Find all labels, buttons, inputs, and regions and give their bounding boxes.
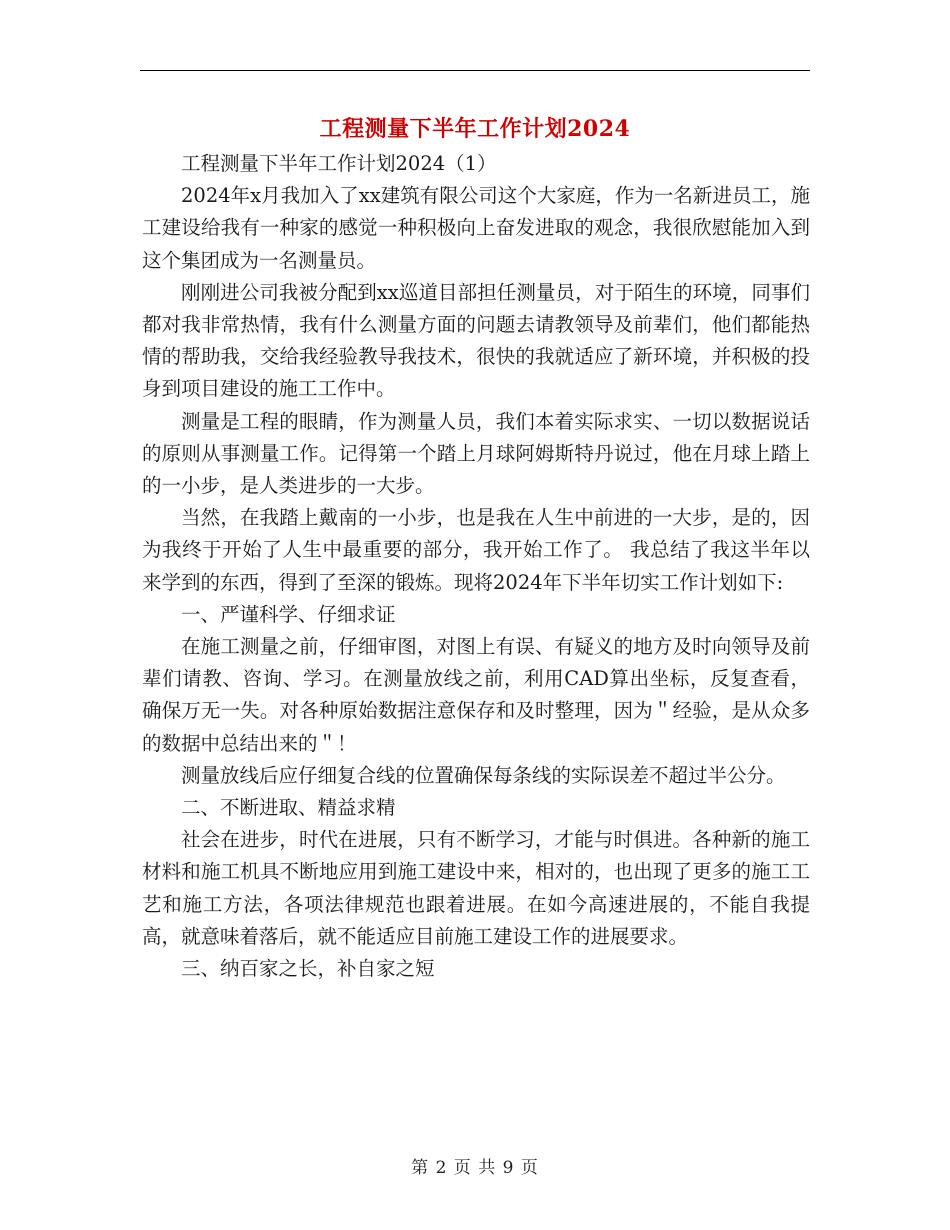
paragraph-subtitle: 工程测量下半年工作计划2024（1） xyxy=(181,152,497,175)
document-title: 工程测量下半年工作计划2024 xyxy=(319,116,631,142)
paragraph: 刚刚进公司我被分配到xx巡道目部担任测量员，对于陌生的环境，同事们都对我非常热情，我有什么测量方面的问题去请教领导及前辈们，他们都能热情的帮助我，交给我经验教导我技术，很快的我就适应了新环境，并积极的投身到项目建设的施工工作中。 xyxy=(142,280,810,401)
paragraph: 在施工测量之前，仔细审图，对图上有误、有疑义的地方及时向领导及前辈们请教、咨询、学习。在测量放线之前，利用CAD算出坐标，反复查看，确保万无一失。对各种原始数据注意保存和及时整理，因为＂经验，是从众多的数据中总结出来的＂！ xyxy=(142,635,810,755)
section-heading: 一、严谨科学、仔细求证 xyxy=(181,602,396,626)
page-footer: 第 2 页 共 9 页 xyxy=(411,1158,539,1178)
paragraph: 社会在进步，时代在进展，只有不断学习，才能与时俱进。各种新的施工材料和施工机具不断地应用到施工建设中来，相对的，也出现了更多的施工工艺和施工方法，各项法律规范也跟着进展。在如今高速进展的，不能自我提高，就意味着落后，就不能适应目前施工建设工作的进展要求。 xyxy=(142,828,810,948)
paragraph: 当然，在我踏上戴南的一小步，也是我在人生中前进的一大步，是的，因为我终于开始了人生中最重要的部分，我开始工作了。 我总结了我这半年以来学到的东西，得到了至深的锻炼。现将2024年下半年切实工作计划如下: xyxy=(142,506,810,594)
header-rule xyxy=(140,70,810,71)
paragraph: 2024年x月我加入了xx建筑有限公司这个大家庭，作为一名新进员工，施工建设给我有一种家的感觉一种积极向上奋发进取的观念，我很欣慰能加入到这个集团成为一名测量员。 xyxy=(142,184,810,272)
document-body xyxy=(142,148,810,985)
paragraph: 测量放线后应仔细复合线的位置确保每条线的实际误差不超过半公分。 xyxy=(181,763,786,787)
section-heading: 三、纳百家之长，补自家之短 xyxy=(181,957,435,981)
section-heading: 二、不断进取、精益求精 xyxy=(181,796,396,820)
paragraph: 测量是工程的眼睛，作为测量人员，我们本着实际求实、一切以数据说话的原则从事测量工作。记得第一个踏上月球阿姆斯特丹说过，他在月球上踏上的一小步，是人类进步的一大步。 xyxy=(142,409,810,498)
